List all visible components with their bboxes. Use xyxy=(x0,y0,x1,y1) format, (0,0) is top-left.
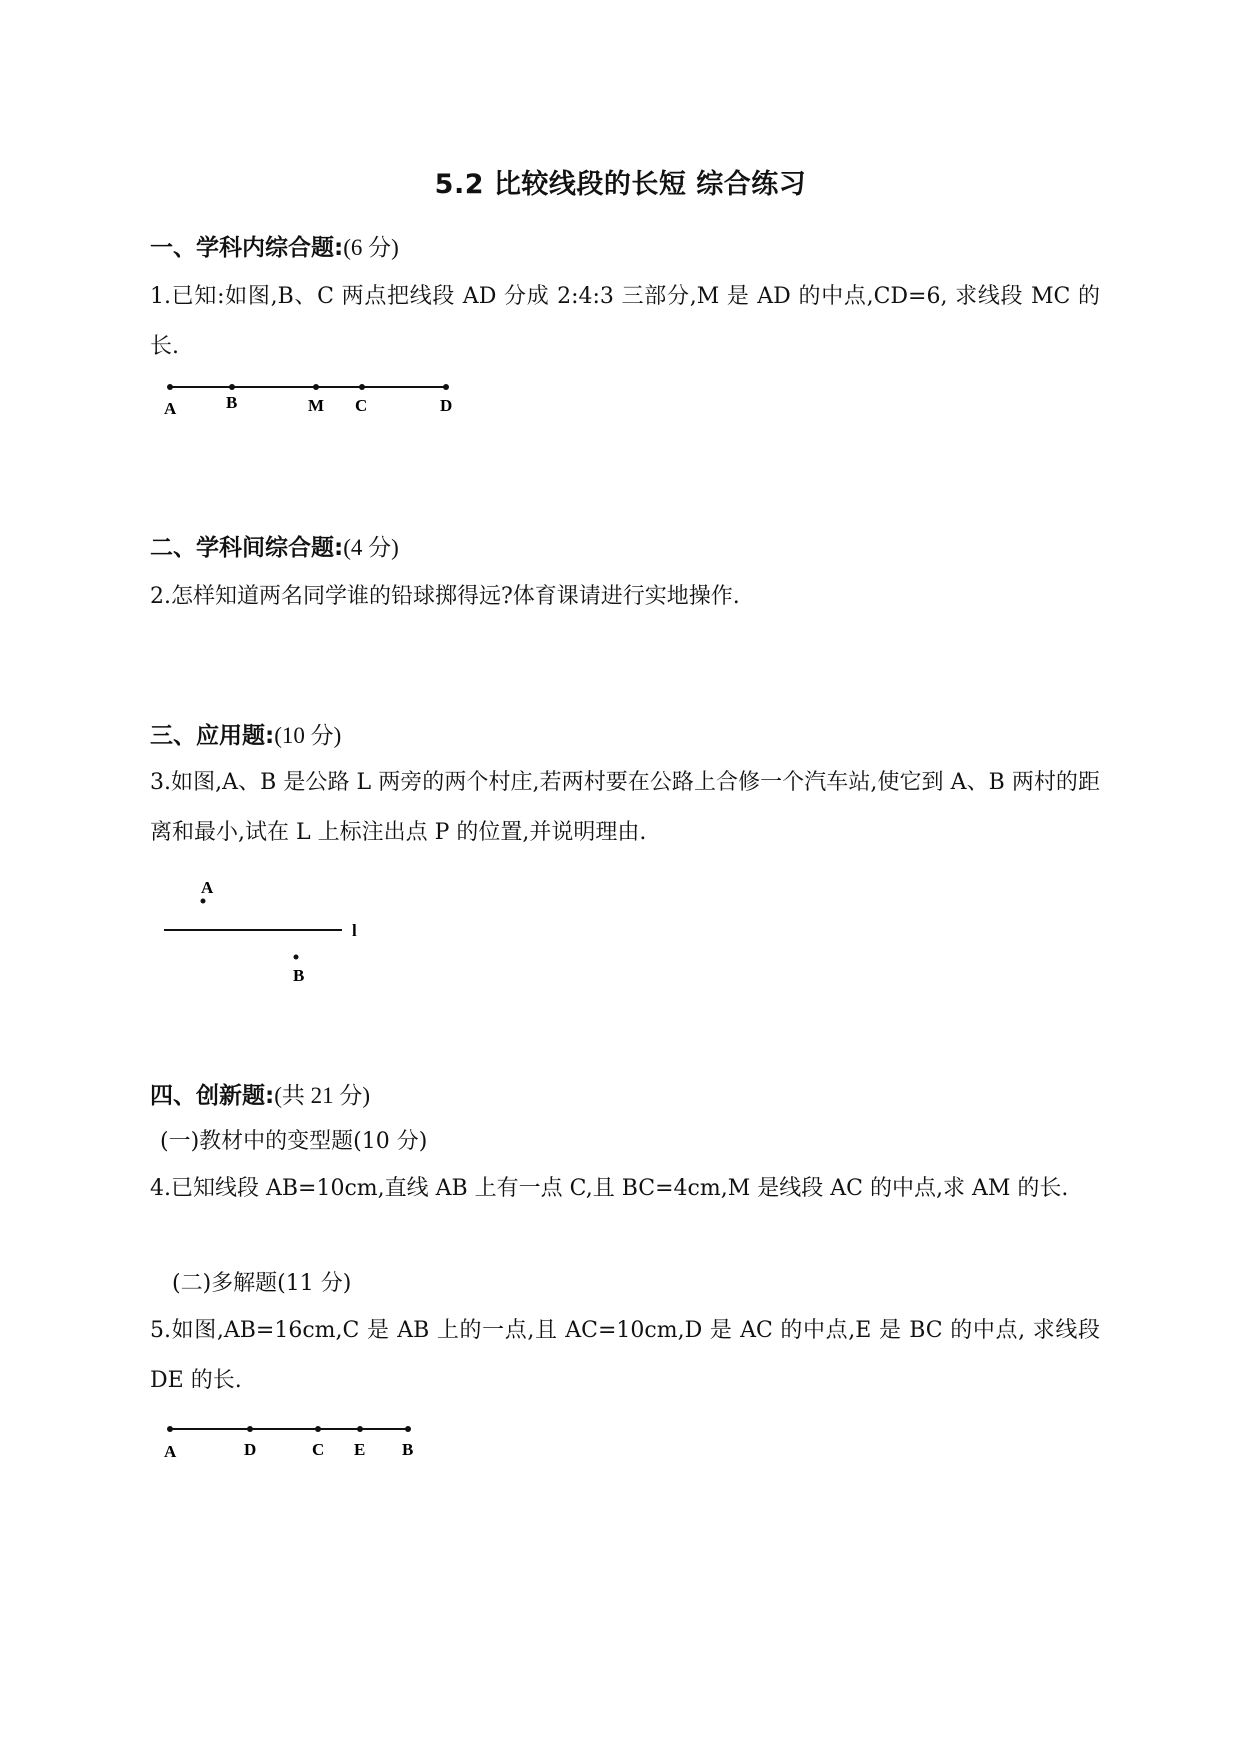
question-5: 5.如图,AB=16cm,C 是 AB 上的一点,且 AC=10cm,D 是 AC 的中点,E 是 BC 的中点, 求线段 DE 的长. xyxy=(150,1318,1100,1393)
point-c xyxy=(359,384,365,390)
label-e: E xyxy=(354,1440,366,1459)
section-2-points: (4 分) xyxy=(343,535,399,560)
label-d: D xyxy=(440,396,453,415)
point-m xyxy=(313,384,319,390)
figure-1-segment xyxy=(0,370,500,420)
label-m: M xyxy=(308,396,325,415)
label-b: B xyxy=(226,393,238,412)
subsection-4-1-label: (一)教材中的变型题(10 分) xyxy=(160,1129,428,1154)
point-b xyxy=(229,384,235,390)
point-a xyxy=(167,1426,173,1432)
label-a: A xyxy=(164,399,177,418)
village-b-point xyxy=(294,955,299,960)
label-c: C xyxy=(355,396,368,415)
question-1: 1.已知:如图,B、C 两点把线段 AD 分成 2:4:3 三部分,M 是 AD 的中点,CD=6, 求线段 MC 的长. xyxy=(150,284,1100,359)
point-e xyxy=(357,1426,363,1432)
label-village-a: A xyxy=(201,878,214,897)
subsection-4-2-label: (二)多解题(11 分) xyxy=(172,1271,352,1296)
figure-3-road xyxy=(0,870,500,990)
section-2-title: 二、学科间综合题: xyxy=(150,535,344,561)
label-d: D xyxy=(244,1440,257,1459)
question-3: 3.如图,A、B 是公路 L 两旁的两个村庄,若两村要在公路上合修一个汽车站,使它到 A、B 两村的距离和最小,试在 L 上标注出点 P 的位置,并说明理由. xyxy=(150,770,1100,845)
figure-5-segment xyxy=(0,1412,500,1462)
point-d xyxy=(443,384,449,390)
section-4-heading xyxy=(150,1080,370,1112)
section-2-heading xyxy=(150,532,399,564)
section-1-title: 一、学科内综合题: xyxy=(150,235,344,261)
label-road-l: l xyxy=(352,921,357,940)
section-3-heading xyxy=(150,720,341,752)
point-b xyxy=(405,1426,411,1432)
section-3-points: (10 分) xyxy=(274,723,342,748)
section-4-title: 四、创新题: xyxy=(150,1083,275,1109)
section-1-heading xyxy=(150,232,399,264)
point-d xyxy=(247,1426,253,1432)
page-title: 5.2 比较线段的长短 综合练习 xyxy=(434,169,807,200)
question-4: 4.已知线段 AB=10cm,直线 AB 上有一点 C,且 BC=4cm,M 是线段 AC 的中点,求 AM 的长. xyxy=(150,1176,1069,1201)
question-2: 2.怎样知道两名同学谁的铅球掷得远?体育课请进行实地操作. xyxy=(150,584,740,609)
section-3-title: 三、应用题: xyxy=(150,723,275,749)
label-b: B xyxy=(402,1440,414,1459)
point-c xyxy=(315,1426,321,1432)
label-c: C xyxy=(312,1440,325,1459)
village-a-point xyxy=(201,899,206,904)
section-1-points: (6 分) xyxy=(343,235,399,260)
label-village-b: B xyxy=(293,966,305,985)
point-a xyxy=(167,384,173,390)
label-a: A xyxy=(164,1442,177,1461)
section-4-points: (共 21 分) xyxy=(274,1083,371,1108)
